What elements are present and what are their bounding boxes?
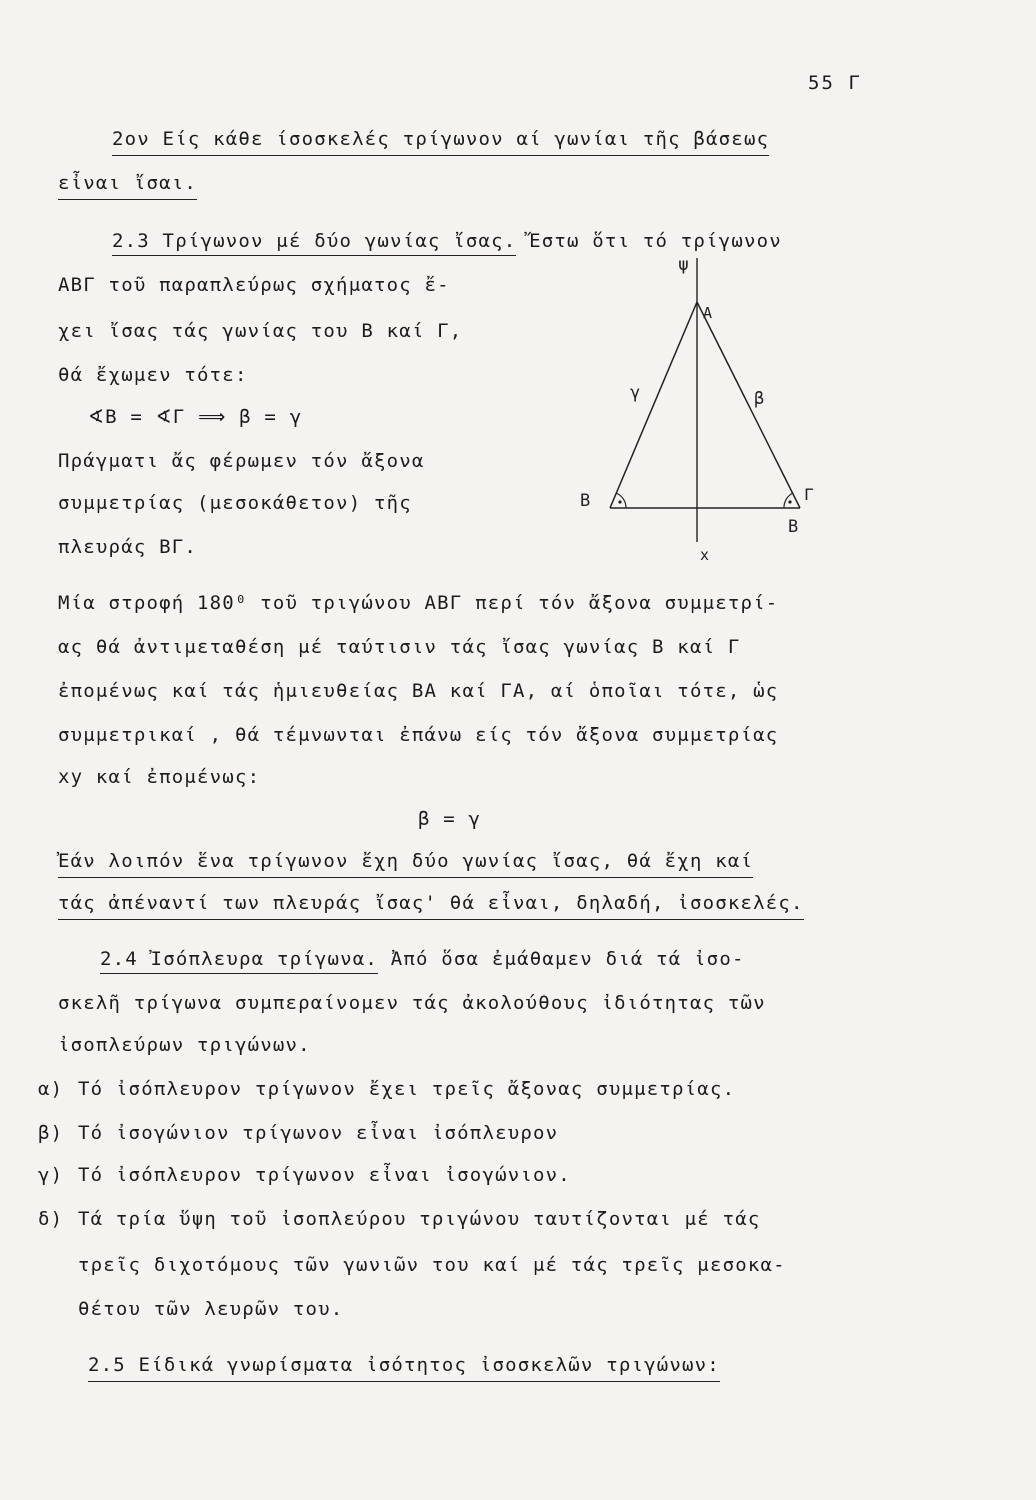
section-2-3-line-10: ας θά ἀντιμεταθέση μέ ταύτισιν τάς ἴσας γωνίας Β καί Γ	[58, 636, 741, 658]
property-item-d	[38, 1206, 761, 1232]
section-2-3-line-12: συμμετρικαί , θά τέμνωνται ἐπάνω είς τόν ἄξονα συμμετρίας	[58, 724, 779, 746]
label-vertex-b-below: Β	[788, 517, 799, 537]
conclusion-equation: β = γ	[418, 808, 482, 830]
property-d-line-2: τρεῖς διχοτόμους τῶν γωνιῶν του καί μέ τάς τρεῖς μεσοκα-	[78, 1254, 786, 1276]
property-label-a: α)	[38, 1078, 64, 1100]
property-text-a: Τό ἰσόπλευρον τρίγωνον ἔχει τρεῖς ἄξονας συμμετρίας.	[78, 1078, 736, 1100]
section-2-3-line-6: Πράγματι ἄς φέρωμεν τόν ἄξονα	[58, 450, 425, 472]
label-vertex-a: Α	[703, 304, 713, 322]
section-2-4-heading-rest: Ἀπό ὅσα ἐμάθαμεν διά τά ἰσο-	[390, 948, 745, 970]
isosceles-triangle-figure	[560, 250, 850, 570]
label-vertex-b-left: Β	[580, 491, 591, 511]
label-side-gamma: γ	[630, 383, 641, 403]
property-item-a	[38, 1076, 735, 1102]
section-2-4-line-3: ἰσοπλεύρων τριγώνων.	[58, 1034, 311, 1056]
section-2-3-line-2: ΑΒΓ τοῦ παραπλεύρως σχήματος ἔ-	[58, 274, 450, 296]
label-side-beta: β	[754, 389, 765, 409]
property-item-b	[38, 1120, 558, 1146]
angle-dot-left	[618, 500, 621, 503]
section-2-4-heading: 2.4 Ἰσόπλευρα τρίγωνα.	[100, 948, 378, 974]
property-item-c	[38, 1162, 571, 1188]
section-2-3-line-3: χει ἴσας τάς γωνίας του Β καί Γ,	[58, 320, 463, 342]
label-psi: ψ	[678, 254, 689, 275]
property-label-b: β)	[38, 1122, 64, 1144]
angle-mark-left	[616, 493, 626, 508]
section-2-4-heading-line	[100, 946, 745, 972]
section-2-3-line-4: θά ἔχωμεν τότε:	[58, 364, 248, 386]
section-2-3-line-11: ἐπομένως καί τάς ἡμιευθείας ΒΑ καί ΓΑ, αί ὁποῖαι τότε, ὡς	[58, 680, 779, 702]
rule-2-line-2: εἶναι ἴσαι.	[58, 170, 197, 200]
page-number: 55 Γ	[808, 72, 862, 94]
angle-dot-right	[788, 500, 791, 503]
conclusion-line-2: τάς ἀπέναντί των πλευράς ἴσας' θά εἶναι, δηλαδή, ἰσοσκελές.	[58, 890, 804, 920]
property-d-line-3: θέτου τῶν λευρῶν του.	[78, 1298, 344, 1320]
section-2-3-heading-rest: Ἔστω ὅτι τό τρίγωνον	[529, 230, 782, 252]
section-2-3-line-8: πλευράς ΒΓ.	[58, 536, 198, 558]
angle-equality-statement: ∢Β = ∢Γ ⟹ β = γ	[88, 406, 303, 428]
section-2-3-line-7: συμμετρίας (μεσοκάθετον) τῆς	[58, 492, 412, 514]
angle-mark-right	[784, 493, 793, 508]
section-2-3-heading: 2.3 Τρίγωνον μέ δύο γωνίας ἴσας.	[112, 230, 516, 256]
side-ga	[697, 302, 800, 508]
side-ba	[610, 302, 697, 508]
property-text-c: Τό ἰσόπλευρον τρίγωνον εἶναι ἰσογώνιον.	[78, 1164, 571, 1186]
section-2-3-line-9: Μία στροφή 180⁰ τοῦ τριγώνου ΑΒΓ περί τόν ἄξονα συμμετρί-	[58, 592, 779, 614]
property-label-d: δ)	[38, 1208, 64, 1230]
label-x: x	[700, 546, 710, 564]
section-2-5-heading: 2.5 Είδικά γνωρίσματα ἰσότητος ἰσοσκελῶν τριγώνων:	[88, 1352, 720, 1382]
rule-2-line-1: 2ον Είς κάθε ίσοσκελές τρίγωνον αί γωνίαι τῆς βάσεως	[112, 126, 769, 156]
section-2-4-line-2: σκελῆ τρίγωνα συμπεραίνομεν τάς ἀκολούθους ἰδιότητας τῶν	[58, 992, 766, 1014]
conclusion-line-1: Ἐάν λοιπόν ἕνα τρίγωνον ἔχη δύο γωνίας ἴσας, θά ἔχη καί	[58, 848, 753, 878]
section-2-3-line-13: xy καί ἐπομένως:	[58, 766, 261, 788]
property-text-b: Τό ἰσογώνιον τρίγωνον εἶναι ἰσόπλευρον	[78, 1122, 559, 1144]
property-text-d: Τά τρία ὕψη τοῦ ἰσοπλεύρου τριγώνου ταυτίζονται μέ τάς	[78, 1208, 761, 1230]
label-vertex-g-right: Γ	[804, 485, 814, 504]
property-label-c: γ)	[38, 1164, 64, 1186]
